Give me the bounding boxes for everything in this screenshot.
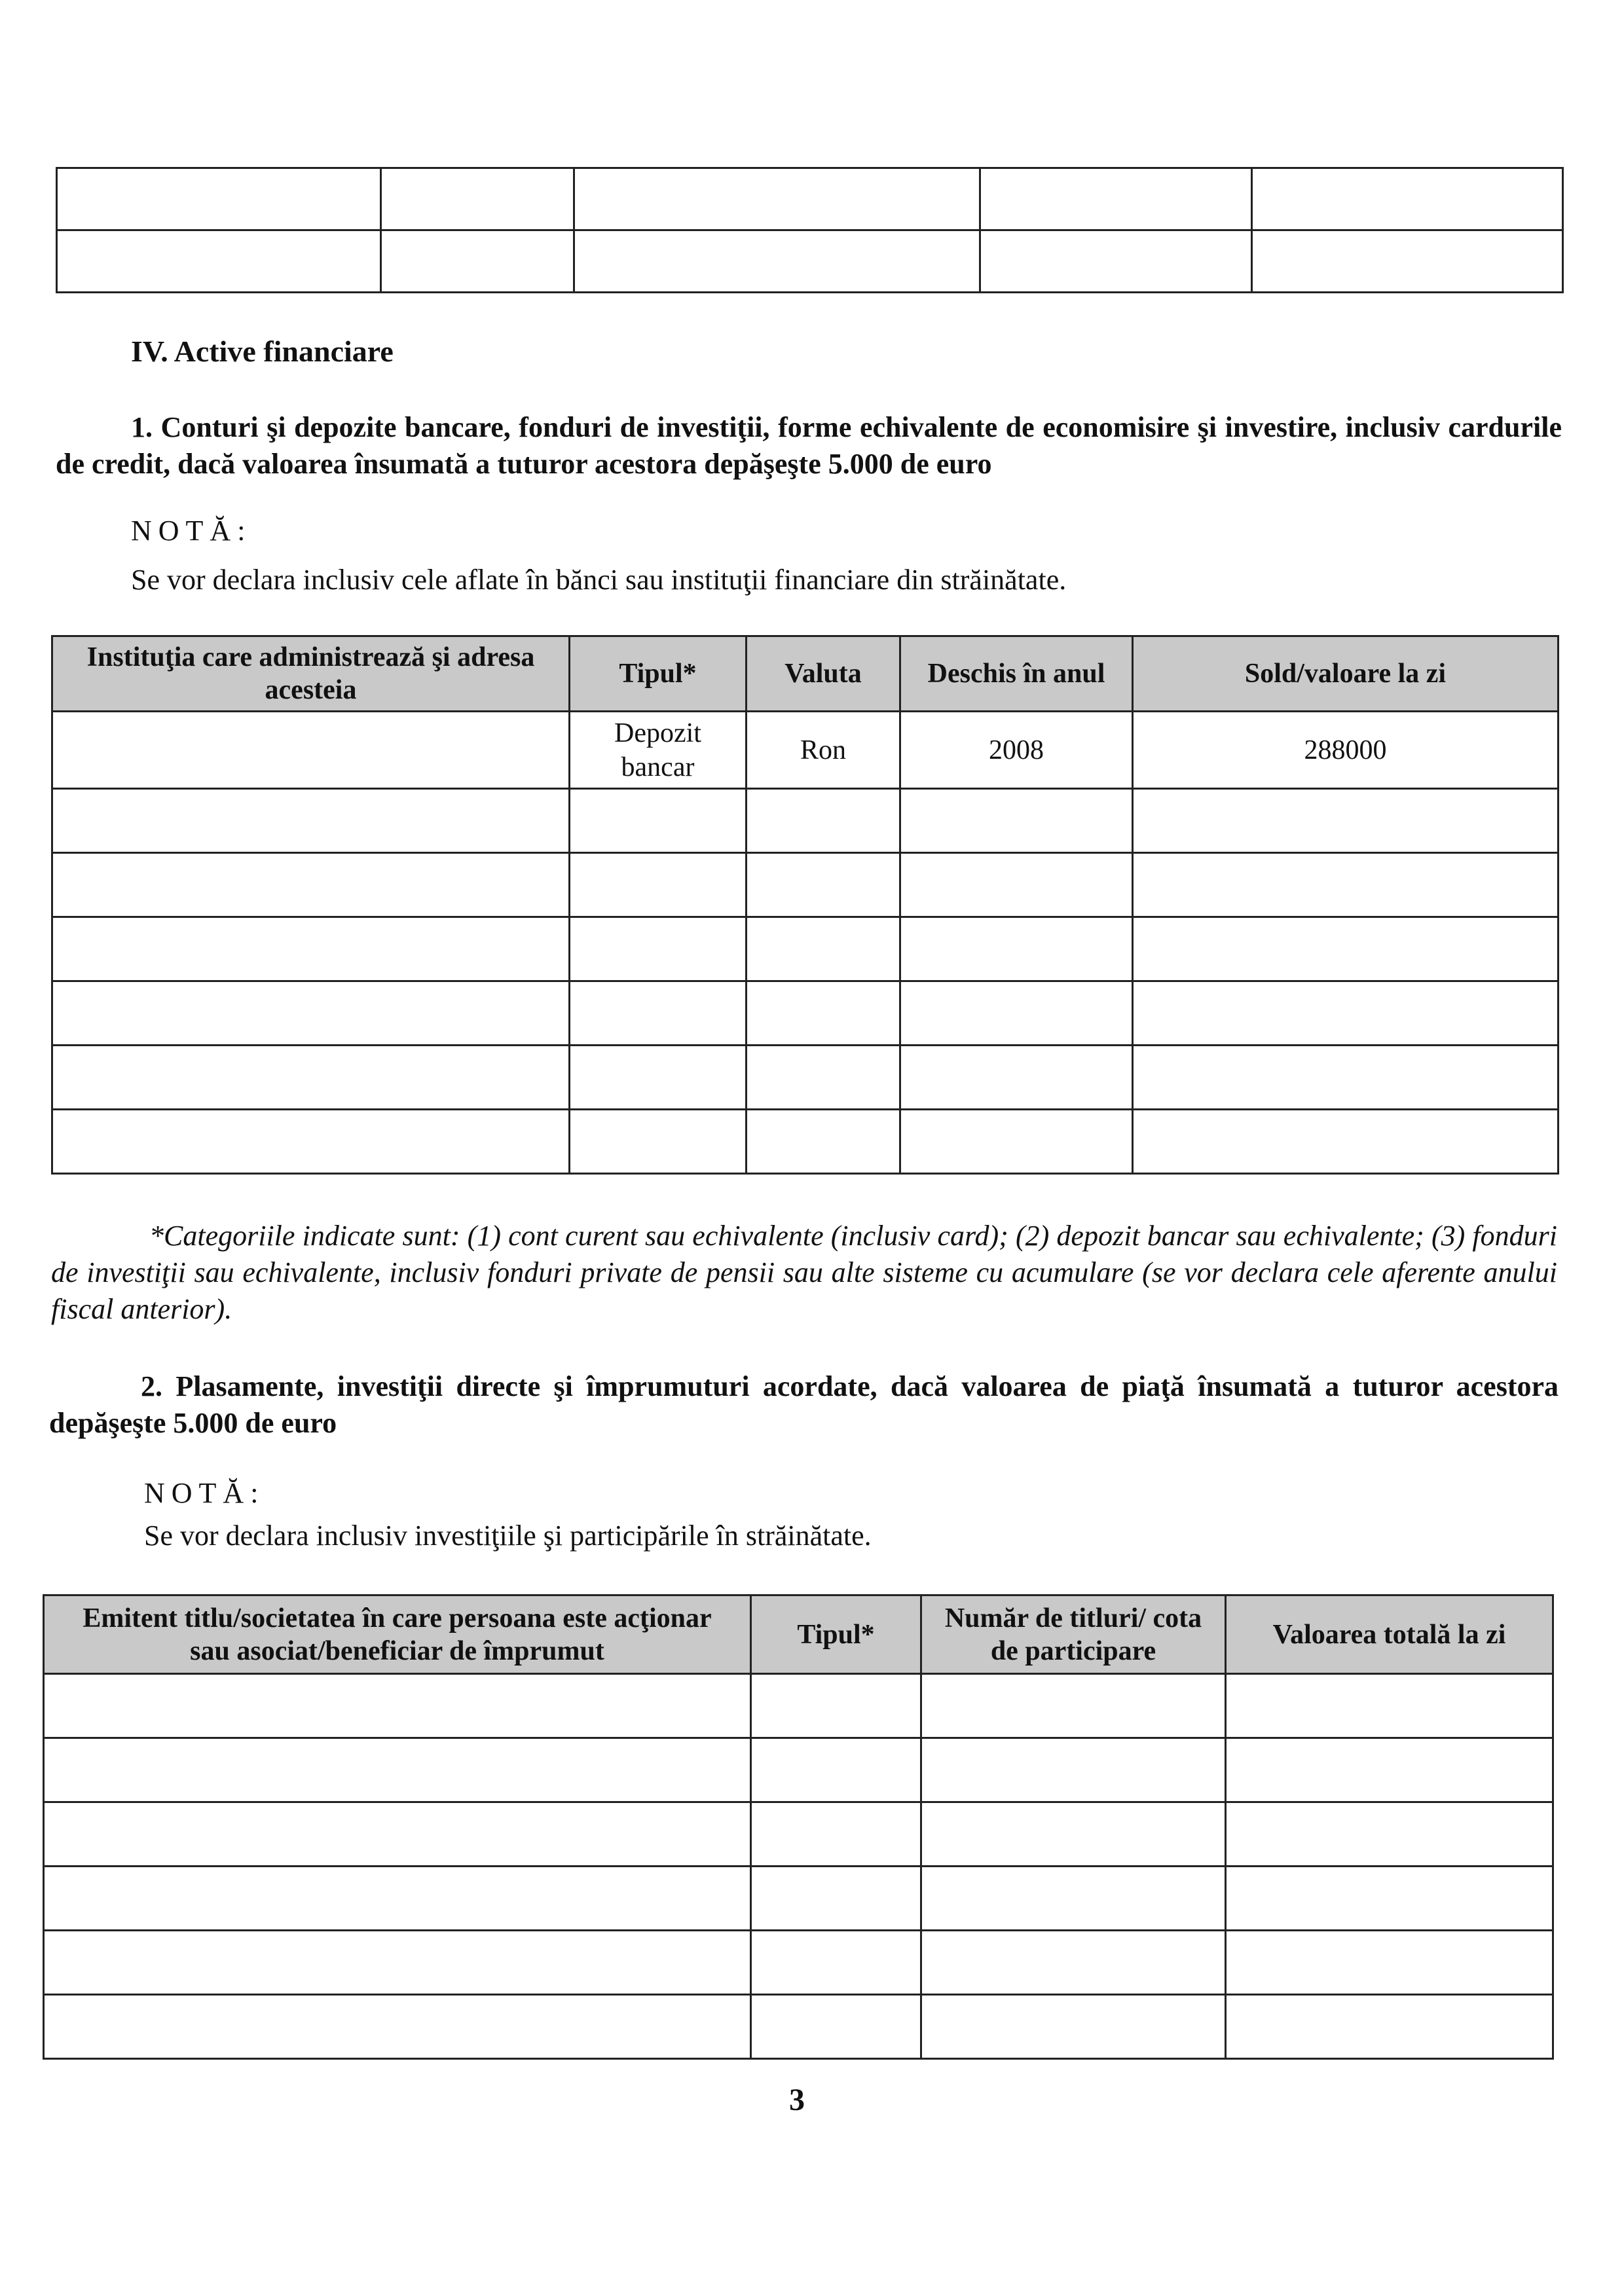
categories-footnote: *Categoriile indicate sunt: (1) cont curent sau echivalente (inclusiv card); (2) depozit bancar sau echivalente; (3) fonduri de investiţii sau echivalente, inclusiv fonduri private de pensii sau alte sisteme cu acumulare (se vor declara cele aferente anului fiscal anterior).	[51, 1220, 1557, 1325]
table-cell	[980, 230, 1252, 293]
table-row	[44, 1995, 1553, 2059]
table-cell	[1226, 1674, 1553, 1738]
table-cell	[57, 168, 381, 230]
table-row	[52, 789, 1559, 853]
column-header: Valuta	[747, 636, 900, 712]
item2-nota-label: NOTĂ:	[144, 1477, 265, 1509]
table-cell	[900, 789, 1133, 853]
table-cell	[980, 168, 1252, 230]
table-cell	[44, 1802, 751, 1867]
table-cell: 288000	[1133, 712, 1559, 789]
table-cell	[747, 917, 900, 981]
table-cell	[574, 230, 980, 293]
table-cell	[44, 1867, 751, 1931]
table-cell	[921, 1674, 1226, 1738]
column-header: Tipul*	[751, 1595, 921, 1674]
table-cell	[1133, 917, 1559, 981]
table-cell	[900, 1110, 1133, 1174]
table-cell	[921, 1802, 1226, 1867]
table-cell	[747, 1046, 900, 1110]
table-row	[52, 712, 1559, 789]
table-cell	[44, 1995, 751, 2059]
top-continuation-table	[56, 167, 1564, 293]
table-cell	[52, 1110, 570, 1174]
table-cell	[52, 789, 570, 853]
table-row	[44, 1674, 1553, 1738]
table-row	[52, 917, 1559, 981]
column-header: Emitent titlu/societatea în care persoana este acţionar sau asociat/beneficiar de împrumut	[44, 1595, 751, 1674]
table-cell	[747, 981, 900, 1046]
investments-table	[43, 1594, 1554, 2060]
table-cell	[44, 1674, 751, 1738]
table-cell	[747, 853, 900, 917]
table-cell	[1252, 230, 1563, 293]
table-cell	[751, 1867, 921, 1931]
table-cell	[1226, 1867, 1553, 1931]
table-header-row	[52, 636, 1559, 712]
table-cell	[44, 1931, 751, 1995]
table-cell	[570, 1046, 747, 1110]
table-cell	[1133, 789, 1559, 853]
table-cell	[1226, 1738, 1553, 1802]
table-row	[44, 1738, 1553, 1802]
table-cell	[381, 230, 574, 293]
item2-nota-text: Se vor declara inclusiv investiţiile şi participările în străinătate.	[144, 1520, 872, 1552]
table-cell	[570, 917, 747, 981]
item1-heading: 1. Conturi şi depozite bancare, fonduri de investiţii, forme echivalente de economisire şi investire, inclusiv cardurile de credit, dacă valoarea însumată a tuturor acestora depăşeşte 5.000 de euro	[56, 411, 1562, 480]
table-cell	[751, 1738, 921, 1802]
table-cell	[747, 1110, 900, 1174]
table-cell	[1133, 853, 1559, 917]
column-header: Valoarea totală la zi	[1226, 1595, 1553, 1674]
table-cell	[747, 789, 900, 853]
table-cell	[57, 230, 381, 293]
table-cell	[900, 981, 1133, 1046]
column-header: Sold/valoare la zi	[1133, 636, 1559, 712]
table-cell	[1252, 168, 1563, 230]
table-cell	[900, 917, 1133, 981]
table-cell	[52, 981, 570, 1046]
table-cell	[52, 917, 570, 981]
column-header: Tipul*	[570, 636, 747, 712]
table-cell	[1133, 1046, 1559, 1110]
table-row	[44, 1802, 1553, 1867]
table-header-row	[44, 1595, 1553, 1674]
table-row	[52, 981, 1559, 1046]
table-cell	[900, 1046, 1133, 1110]
table-cell	[570, 789, 747, 853]
table-cell	[921, 1738, 1226, 1802]
bank-accounts-table	[51, 635, 1559, 1175]
table-cell: Depozit bancar	[570, 712, 747, 789]
table-cell	[1226, 1995, 1553, 2059]
column-header: Deschis în anul	[900, 636, 1133, 712]
table-row	[52, 1110, 1559, 1174]
table-cell	[381, 168, 574, 230]
table-cell	[751, 1995, 921, 2059]
section-title: IV. Active financiare	[131, 335, 394, 368]
table-cell	[900, 853, 1133, 917]
table-cell	[52, 712, 570, 789]
table-cell	[921, 1931, 1226, 1995]
table-cell	[52, 1046, 570, 1110]
table-cell	[52, 853, 570, 917]
table-row	[52, 853, 1559, 917]
column-header: Instituţia care administrează şi adresa acesteia	[52, 636, 570, 712]
page-number: 3	[789, 2083, 805, 2117]
table-cell: Ron	[747, 712, 900, 789]
column-header: Număr de titluri/ cota de participare	[921, 1595, 1226, 1674]
table-cell	[570, 853, 747, 917]
table-cell	[751, 1931, 921, 1995]
table-cell	[751, 1802, 921, 1867]
table-cell	[921, 1867, 1226, 1931]
table-cell: 2008	[900, 712, 1133, 789]
table-cell	[1226, 1802, 1553, 1867]
item2-heading: 2. Plasamente, investiţii directe şi împrumuturi acordate, dacă valoarea de piaţă însumată a tuturor acestora depăşeşte 5.000 de euro	[49, 1370, 1559, 1439]
table-cell	[1133, 981, 1559, 1046]
table-cell	[570, 981, 747, 1046]
table-cell	[751, 1674, 921, 1738]
table-row	[44, 1931, 1553, 1995]
table-cell	[1133, 1110, 1559, 1174]
table-row	[52, 1046, 1559, 1110]
table-cell	[44, 1738, 751, 1802]
table-cell	[574, 168, 980, 230]
item1-nota-text: Se vor declara inclusiv cele aflate în bănci sau instituţii financiare din străinătate.	[131, 564, 1067, 596]
item1-nota-label: NOTĂ:	[131, 515, 252, 547]
table-cell	[921, 1995, 1226, 2059]
table-cell	[570, 1110, 747, 1174]
table-row	[44, 1867, 1553, 1931]
table-cell	[1226, 1931, 1553, 1995]
